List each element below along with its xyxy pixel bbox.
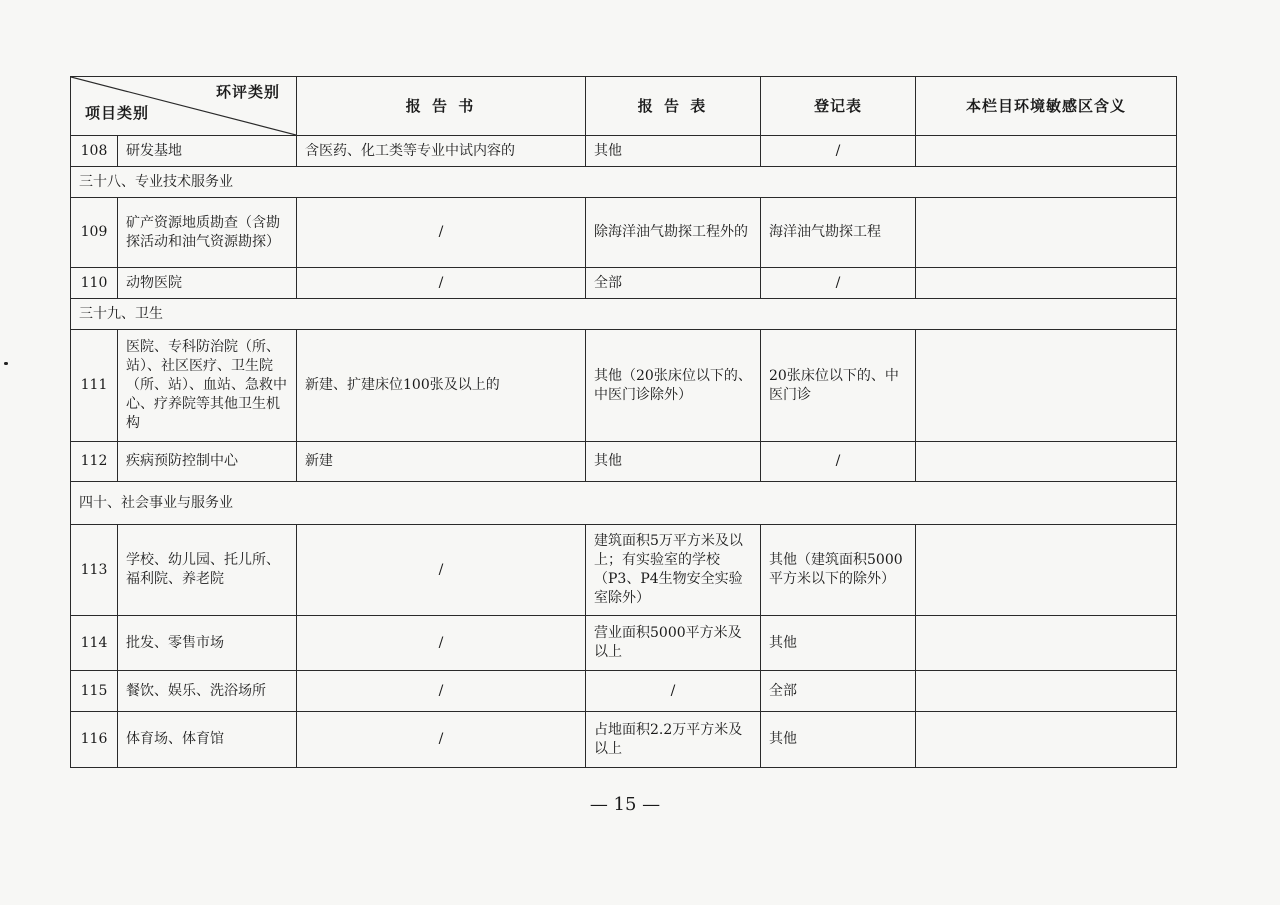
project-name: 疾病预防控制中心	[118, 442, 297, 482]
project-name: 研发基地	[118, 136, 297, 167]
project-name: 餐饮、娱乐、洗浴场所	[118, 671, 297, 712]
table-row	[71, 525, 1177, 616]
report-book-cell: /	[297, 525, 586, 616]
registration-cell: 20张床位以下的、中医门诊	[761, 330, 916, 442]
section-row	[71, 299, 1177, 330]
report-book-cell: /	[297, 671, 586, 712]
report-form-cell: 营业面积5000平方米及以上	[586, 616, 761, 671]
row-number: 116	[71, 712, 118, 768]
sensitive-area-cell	[916, 525, 1177, 616]
table-row	[71, 198, 1177, 268]
sensitive-area-cell	[916, 268, 1177, 299]
registration-cell: /	[761, 442, 916, 482]
table-row	[71, 442, 1177, 482]
project-name: 批发、零售市场	[118, 616, 297, 671]
registration-cell: 其他（建筑面积5000平方米以下的除外）	[761, 525, 916, 616]
project-name: 动物医院	[118, 268, 297, 299]
sensitive-area-cell	[916, 136, 1177, 167]
report-book-cell: /	[297, 198, 586, 268]
row-number: 114	[71, 616, 118, 671]
registration-cell: /	[761, 268, 916, 299]
registration-cell: 其他	[761, 616, 916, 671]
section-row	[71, 482, 1177, 525]
scan-speck	[4, 362, 8, 365]
eia-category-table	[70, 76, 1177, 768]
table-header-row	[71, 77, 1177, 136]
table-row	[71, 330, 1177, 442]
row-number: 109	[71, 198, 118, 268]
project-name: 医院、专科防治院（所、站）、社区医疗、卫生院（所、站）、血站、急救中心、疗养院等其他卫生机构	[118, 330, 297, 442]
sensitive-area-cell	[916, 712, 1177, 768]
project-name: 体育场、体育馆	[118, 712, 297, 768]
sensitive-area-cell	[916, 330, 1177, 442]
row-number: 110	[71, 268, 118, 299]
row-number: 115	[71, 671, 118, 712]
report-form-cell: 建筑面积5万平方米及以上；有实验室的学校（P3、P4生物安全实验室除外）	[586, 525, 761, 616]
header-sensitive-area: 本栏目环境敏感区含义	[916, 77, 1177, 136]
section-row	[71, 167, 1177, 198]
sensitive-area-cell	[916, 671, 1177, 712]
report-form-cell: 除海洋油气勘探工程外的	[586, 198, 761, 268]
project-name: 学校、幼儿园、托儿所、福利院、养老院	[118, 525, 297, 616]
report-form-cell: 其他	[586, 442, 761, 482]
table-row	[71, 616, 1177, 671]
section-title: 三十九、卫生	[71, 299, 1177, 330]
header-eia-category: 环评类别	[215, 83, 280, 101]
report-book-cell: 含医药、化工类等专业中试内容的	[297, 136, 586, 167]
registration-cell: /	[761, 136, 916, 167]
row-number: 113	[71, 525, 118, 616]
sensitive-area-cell	[916, 198, 1177, 268]
report-book-cell: /	[297, 616, 586, 671]
report-form-cell: 占地面积2.2万平方米及以上	[586, 712, 761, 768]
row-number: 108	[71, 136, 118, 167]
registration-cell: 海洋油气勘探工程	[761, 198, 916, 268]
report-form-cell: 其他（20张床位以下的、中医门诊除外）	[586, 330, 761, 442]
report-form-cell: /	[586, 671, 761, 712]
registration-cell: 全部	[761, 671, 916, 712]
sensitive-area-cell	[916, 442, 1177, 482]
table-row	[71, 671, 1177, 712]
report-book-cell: 新建、扩建床位100张及以上的	[297, 330, 586, 442]
header-report-book: 报 告 书	[297, 77, 586, 136]
row-number: 112	[71, 442, 118, 482]
report-book-cell: 新建	[297, 442, 586, 482]
report-book-cell: /	[297, 712, 586, 768]
project-name: 矿产资源地质勘查（含勘探活动和油气资源勘探）	[118, 198, 297, 268]
report-form-cell: 其他	[586, 136, 761, 167]
sensitive-area-cell	[916, 616, 1177, 671]
header-report-form: 报 告 表	[586, 77, 761, 136]
table-row	[71, 136, 1177, 167]
diagonal-header-cell	[71, 77, 297, 136]
table-row	[71, 268, 1177, 299]
row-number: 111	[71, 330, 118, 442]
table-row	[71, 712, 1177, 768]
report-form-cell: 全部	[586, 268, 761, 299]
page-number: — 15 —	[589, 794, 661, 815]
section-title: 三十八、专业技术服务业	[71, 167, 1177, 198]
report-book-cell: /	[297, 268, 586, 299]
header-project-category: 项目类别	[85, 104, 150, 122]
registration-cell: 其他	[761, 712, 916, 768]
header-registration-form: 登记表	[761, 77, 916, 136]
section-title: 四十、社会事业与服务业	[71, 482, 1177, 525]
